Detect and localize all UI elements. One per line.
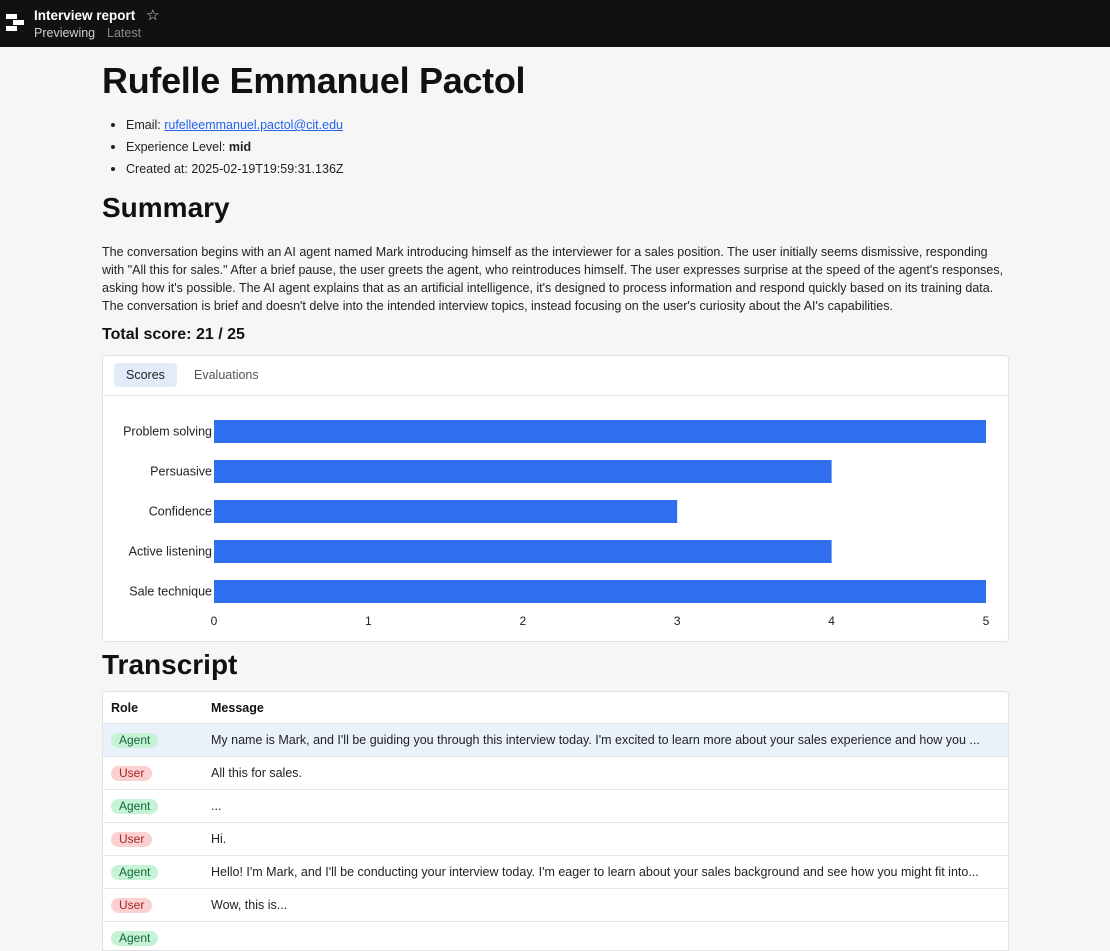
email-link[interactable]: rufelleemmanuel.pactol@cit.edu xyxy=(164,118,343,132)
category-label: Sale technique xyxy=(129,584,212,599)
message-text: Wow, this is... xyxy=(211,898,288,912)
x-tick-label: 4 xyxy=(828,614,835,628)
role-badge: User xyxy=(111,766,152,781)
column-header-message: Message xyxy=(211,701,264,715)
transcript-heading: Transcript xyxy=(102,649,238,680)
role-badge: Agent xyxy=(111,865,158,880)
role-badge: Agent xyxy=(111,931,158,946)
category-label: Confidence xyxy=(148,504,212,519)
summary-text: The conversation begins with an AI agent named Mark introducing himself as the interviewer for a sales position. The user initially seems dismissive, responding with "All this for sales." After a brief pause, the user greets the agent, who reintroduces himself. The user expresses surprise at the speed of the agent's responses, asking how it's possible. The AI agent explains that as an artificial intelligence, it's designed to process information and respond quickly based on its training data. The conversation is brief and doesn't delve into the intended interview topics, instead focusing on the user's curiosity about the AI's capabilities. xyxy=(102,245,1004,313)
table-row[interactable] xyxy=(103,856,1008,889)
table-header xyxy=(103,692,1008,724)
total-score: Total score: 21 / 25 xyxy=(102,326,245,343)
message-text: All this for sales. xyxy=(211,766,303,780)
role-badge: User xyxy=(111,898,152,913)
email-item xyxy=(110,117,344,139)
x-tick-label: 1 xyxy=(365,614,372,628)
created-value: 2025-02-19T19:59:31.136Z xyxy=(191,162,344,176)
column-header-role: Role xyxy=(111,701,139,715)
candidate-name: Rufelle Emmanuel Pactol xyxy=(102,60,526,101)
table-row[interactable] xyxy=(103,790,1008,823)
tab-bar xyxy=(103,356,1008,396)
experience-item xyxy=(110,139,344,161)
bar-problem-solving[interactable] xyxy=(214,420,986,443)
bar-persuasive[interactable] xyxy=(214,460,832,483)
app-logo-icon[interactable] xyxy=(6,14,24,32)
table-row[interactable] xyxy=(103,922,1008,951)
x-tick-label: 2 xyxy=(519,614,527,628)
x-tick-label: 0 xyxy=(210,614,218,628)
email-label: Email: xyxy=(126,118,161,132)
role-badge: User xyxy=(111,832,152,847)
star-icon[interactable]: ☆ xyxy=(146,7,160,24)
transcript-table xyxy=(102,691,1009,951)
top-bar xyxy=(0,0,1110,47)
version-label[interactable]: Latest xyxy=(107,26,142,40)
message-text: Hi. xyxy=(211,832,227,846)
candidate-details xyxy=(110,117,344,183)
experience-label: Experience Level: xyxy=(126,140,226,154)
summary-heading: Summary xyxy=(102,192,230,223)
tab-scores[interactable]: Scores xyxy=(114,363,177,387)
x-tick-label: 5 xyxy=(982,614,990,628)
app-title: Interview report xyxy=(34,8,136,23)
bar-active-listening[interactable] xyxy=(214,540,832,563)
category-label: Problem solving xyxy=(123,424,212,439)
role-badge: Agent xyxy=(111,799,158,814)
message-text: My name is Mark, and I'll be guiding you through this interview today. I'm excited to learn more about your sales experience and how you ... xyxy=(211,733,980,747)
preview-status: Previewing xyxy=(34,26,96,40)
table-row[interactable] xyxy=(103,724,1008,757)
scores-bar-chart xyxy=(103,397,1008,641)
table-row[interactable] xyxy=(103,757,1008,790)
table-row[interactable] xyxy=(103,823,1008,856)
message-text: Hello! I'm Mark, and I'll be conducting your interview today. I'm eager to learn about your sales background and see how you might fit into... xyxy=(211,865,979,879)
bar-sale-technique[interactable] xyxy=(214,580,986,603)
x-tick-label: 3 xyxy=(673,614,681,628)
category-label: Persuasive xyxy=(150,464,212,479)
message-text: ... xyxy=(211,799,222,813)
table-body xyxy=(103,724,1008,951)
role-badge: Agent xyxy=(111,733,158,748)
created-label: Created at: xyxy=(126,162,188,176)
experience-value: mid xyxy=(228,140,252,154)
created-item xyxy=(110,161,344,183)
tab-evaluations[interactable]: Evaluations xyxy=(194,368,259,382)
bar-confidence[interactable] xyxy=(214,500,677,523)
category-label: Active listening xyxy=(128,544,212,559)
scores-card xyxy=(102,355,1009,642)
table-row[interactable] xyxy=(103,889,1008,922)
